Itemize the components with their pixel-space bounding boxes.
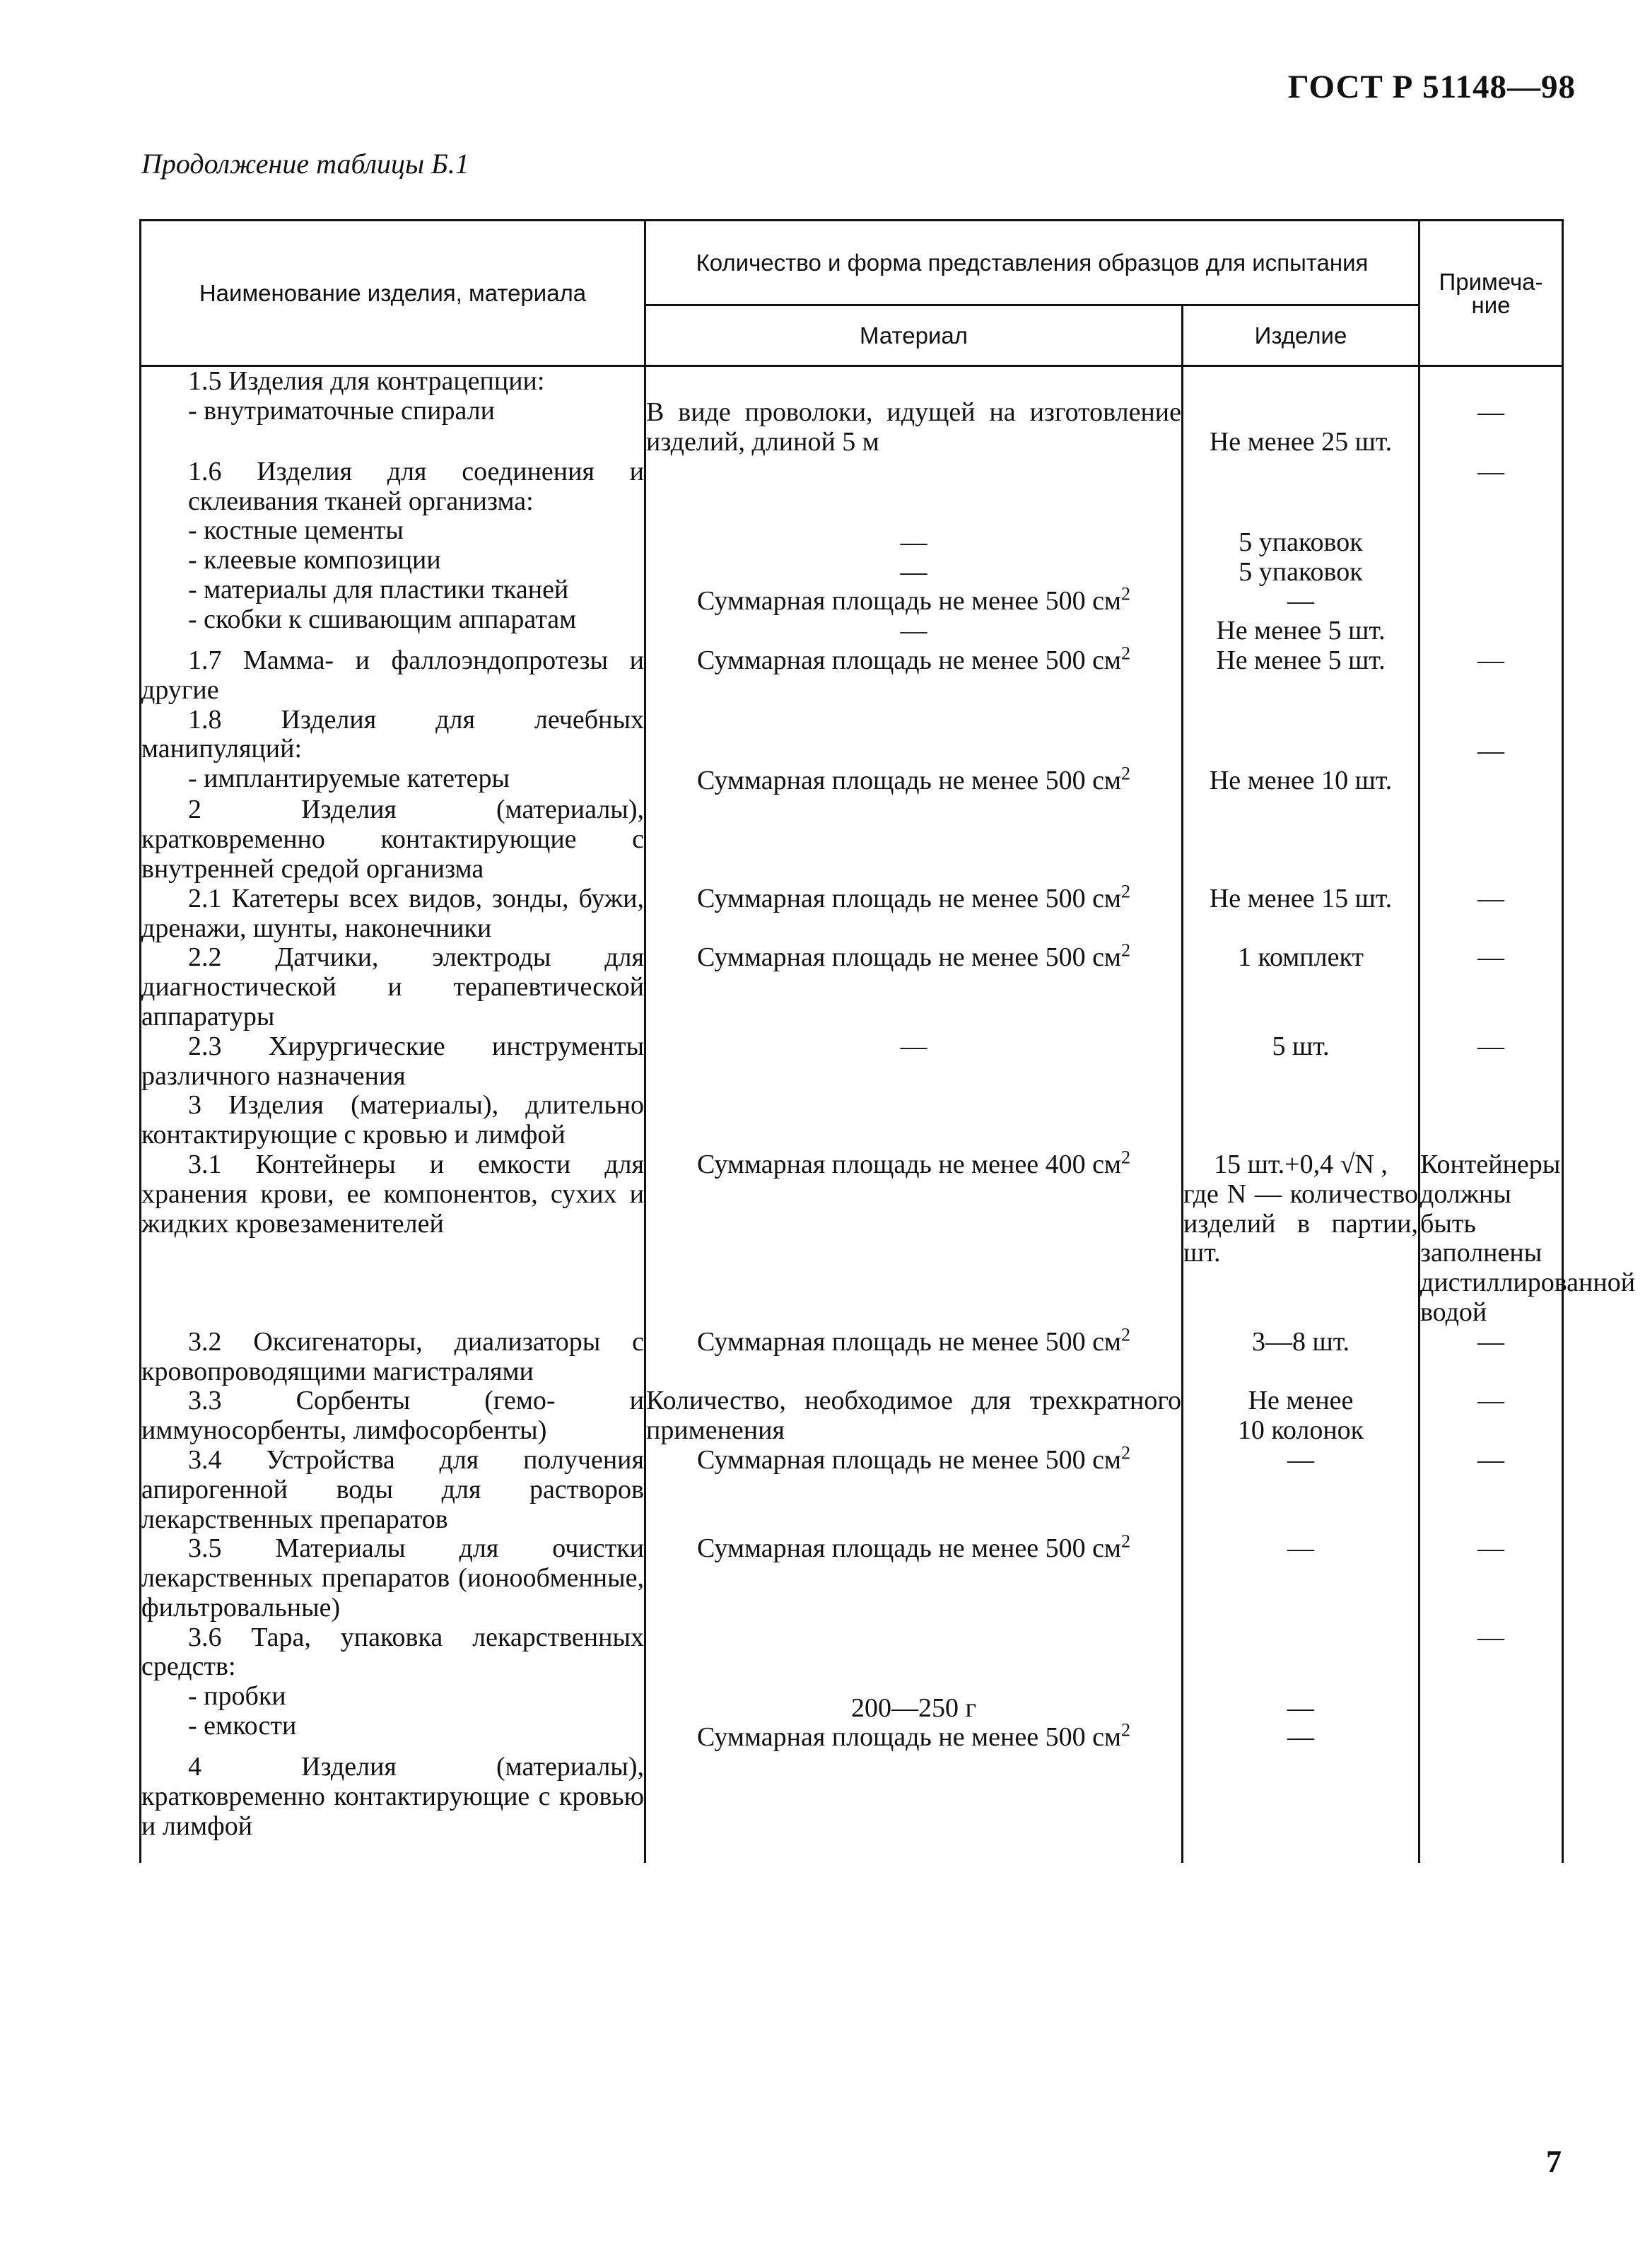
row-product: —: [1287, 1533, 1314, 1564]
row-product: 5 шт.: [1272, 1031, 1330, 1061]
row-product: 1 комплект: [1237, 942, 1364, 973]
row-material: Суммарная площадь не менее 500 $см^2$: [697, 940, 1130, 973]
row-subitem: - материалы для пластики тканей: [188, 574, 569, 604]
document-code: ГОСТ Р 51148—98: [1287, 69, 1576, 105]
header-name: Наименование изделия, материала: [141, 221, 645, 366]
row-note: —: [1477, 1326, 1504, 1357]
row-material: Суммарная площадь не менее 400 $см^2$: [697, 1147, 1130, 1179]
table-row: [141, 1534, 1563, 1623]
row-material: —: [900, 527, 927, 557]
row-material: —: [900, 616, 927, 646]
row-note: —: [1477, 645, 1504, 675]
table-row: [141, 1150, 1563, 1328]
row-product-formula: 15 шт.+0,4 √N ,: [1214, 1149, 1388, 1179]
row-product: —: [1287, 1693, 1314, 1723]
row-name: 3.3 Сорбенты (гемо- и иммуносорбенты, лимфосорбенты): [141, 1386, 644, 1446]
row-note: —: [1477, 1444, 1504, 1475]
row-note: —: [1477, 1031, 1504, 1061]
row-material: Суммарная площадь не менее 500 $см^2$: [697, 1531, 1130, 1564]
row-material: Суммарная площадь не менее 500 $см^2$: [697, 1442, 1130, 1475]
table-row: [141, 1623, 1563, 1753]
row-subitem: - клеевые композиции: [188, 545, 441, 575]
page-number: 7: [1546, 2144, 1562, 2179]
table-row: [141, 1446, 1563, 1534]
row-note: —: [1477, 942, 1504, 973]
row-name: 4 Изделия (материалы), кратковременно контактирующие с кровью и лимфой: [141, 1752, 644, 1841]
row-subitem: - емкости: [188, 1711, 297, 1741]
row-product: где N — количество изделий в партии, шт.: [1183, 1179, 1418, 1268]
table-row: [141, 1386, 1563, 1446]
row-material: Суммарная площадь не менее 500 $см^2$: [697, 643, 1130, 675]
table-row: [141, 366, 1563, 457]
table-row: [141, 1091, 1563, 1150]
row-product: 10 колонок: [1237, 1415, 1364, 1446]
row-subitem: - скобки к сшивающим аппаратам: [188, 604, 577, 634]
table-row: [141, 795, 1563, 884]
row-name: 1.8 Изделия для лечебных манипуляций:: [141, 704, 644, 764]
row-material: Суммарная площадь не менее 500 $см^2$: [697, 1324, 1130, 1357]
row-note: —: [1477, 883, 1504, 913]
row-name: 2.3 Хирургические инструменты различного назначения: [141, 1031, 644, 1091]
table-row: [141, 1753, 1563, 1841]
row-product: 3—8 шт.: [1251, 1326, 1350, 1357]
row-product: Не менее: [1248, 1386, 1354, 1416]
row-product: 5 упаковок: [1239, 556, 1363, 587]
header-product: Изделие: [1183, 305, 1419, 366]
row-name: 2 Изделия (материалы), кратковременно контактирующие с внутренней средой организма: [141, 795, 644, 884]
row-note: —: [1477, 1533, 1504, 1564]
row-material: Суммарная площадь не менее 500 $см^2$: [697, 583, 1130, 616]
row-product: Не менее 5 шт.: [1216, 616, 1386, 646]
row-material: —: [900, 556, 927, 587]
row-subitem: - пробки: [188, 1681, 286, 1712]
table-row: [141, 1032, 1563, 1092]
header-group: Количество и форма представления образцов для испытания: [645, 221, 1419, 305]
header-note: Примеча-ние: [1419, 221, 1563, 366]
row-name: 3.6 Тара, упаковка лекарственных средств:: [141, 1622, 644, 1682]
row-product: —: [1287, 1722, 1314, 1753]
row-product: —: [1287, 1444, 1314, 1475]
row-name: 3.5 Материалы для очистки лекарственных препаратов (ионообменные, фильтровальные): [141, 1533, 644, 1623]
row-name: 1.7 Мамма- и фаллоэндопротезы и другие: [141, 645, 644, 705]
row-material: Количество, необходимое для трехкратного применения: [646, 1386, 1181, 1446]
table-row: [141, 1328, 1563, 1387]
table-row: [141, 646, 1563, 706]
table-header: [141, 221, 1563, 366]
header-material: Материал: [645, 305, 1183, 366]
table-row: [141, 884, 1563, 944]
row-material: —: [900, 1031, 927, 1061]
row-note: —: [1477, 456, 1504, 486]
row-note: Контейнеры должны быть заполнены дистиллированной водой: [1420, 1149, 1636, 1327]
row-note: —: [1477, 397, 1504, 427]
row-material: Суммарная площадь не менее 500 $см^2$: [697, 762, 1130, 795]
row-name: 3.4 Устройства для получения апирогенной воды для растворов лекарственных препаратов: [141, 1444, 644, 1534]
row-name: 3.2 Оксигенаторы, диализаторы с кровопроводящими магистралями: [141, 1326, 644, 1386]
row-name: 1.5 Изделия для контрацепции:: [188, 366, 545, 396]
row-material: Суммарная площадь не менее 500 $см^2$: [697, 1719, 1130, 1753]
row-product: Не менее 10 шт.: [1209, 765, 1393, 795]
row-material: 200—250 г: [850, 1693, 977, 1723]
row-subitem: - имплантируемые катетеры: [188, 764, 510, 794]
row-note: —: [1477, 1386, 1504, 1416]
row-product: Не менее 15 шт.: [1209, 883, 1393, 913]
row-product: 5 упаковок: [1239, 527, 1363, 557]
row-product: Не менее 25 шт.: [1209, 427, 1393, 457]
row-name: 3.1 Контейнеры и емкости для хранения крови, ее компонентов, сухих и жидких кровезаменителей: [141, 1149, 644, 1239]
specimen-table: [139, 219, 1636, 1863]
row-material: Суммарная площадь не менее 500 $см^2$: [697, 881, 1130, 913]
table-row: [141, 706, 1563, 796]
row-name: 1.6 Изделия для соединения и склеивания тканей организма:: [188, 456, 644, 516]
table-row: [141, 457, 1563, 646]
row-name: 2.1 Катетеры всех видов, зонды, бужи, дренажи, шунты, наконечники: [141, 883, 644, 943]
row-material: В виде проволоки, идущей на изготовление изделий, длиной 5 м: [646, 397, 1181, 457]
row-name: 2.2 Датчики, электроды для диагностической и терапевтической аппаратуры: [141, 942, 644, 1031]
row-subitem: - костные цементы: [188, 515, 404, 546]
row-subitem: - внутриматочные спирали: [188, 395, 496, 426]
row-note: —: [1477, 1622, 1504, 1652]
row-name: 3 Изделия (материалы), длительно контактирующие с кровью и лимфой: [141, 1090, 644, 1150]
row-product: Не менее 5 шт.: [1216, 645, 1386, 675]
row-product: —: [1287, 586, 1314, 616]
table-row: [141, 943, 1563, 1031]
table-continuation-caption: Продолжение таблицы Б.1: [141, 148, 469, 180]
row-note: —: [1477, 735, 1504, 766]
